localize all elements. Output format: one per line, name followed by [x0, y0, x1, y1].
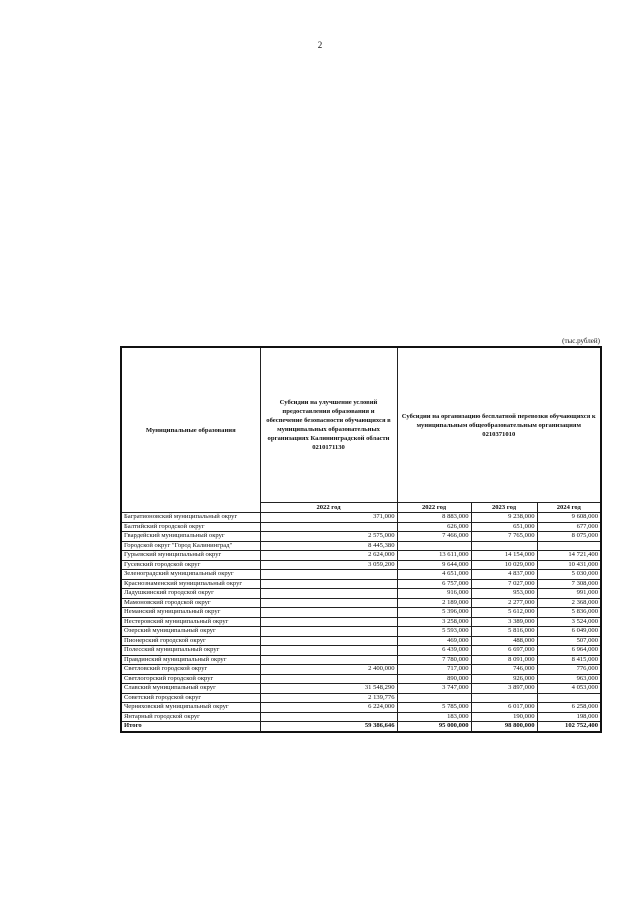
municipality-cell: Янтарный городской округ [121, 712, 260, 722]
value-cell: 198,000 [537, 712, 601, 722]
municipality-cell: Светлогорский городской округ [121, 674, 260, 684]
value-cell: 5 612,000 [471, 608, 537, 618]
value-cell: 5 030,000 [537, 570, 601, 580]
value-cell: 916,000 [397, 589, 471, 599]
value-cell: 3 258,000 [397, 617, 471, 627]
value-cell: 5 593,000 [397, 627, 471, 637]
value-cell: 5 785,000 [397, 703, 471, 713]
value-cell: 3 747,000 [397, 684, 471, 694]
header-subsidy-improvement: Субсидии на улучшение условий предоставления образования и обеспечение безопасности обучающихся в муниципальных образовательных организациях Калининградской области 0210171130 [260, 347, 397, 503]
value-cell: 5 836,000 [537, 608, 601, 618]
value-cell [260, 579, 397, 589]
municipality-cell: Светловский городской округ [121, 665, 260, 675]
value-cell: 6 224,000 [260, 703, 397, 713]
value-cell: 5 816,000 [471, 627, 537, 637]
value-cell: 31 548,290 [260, 684, 397, 694]
value-cell: 9 238,000 [471, 513, 537, 523]
value-cell [537, 693, 601, 703]
table-body [121, 513, 601, 732]
value-cell [260, 712, 397, 722]
value-cell: 2 575,000 [260, 532, 397, 542]
table-row [121, 560, 601, 570]
table-row [121, 608, 601, 618]
value-cell [471, 693, 537, 703]
value-cell: 183,000 [397, 712, 471, 722]
municipality-cell: Краснознаменский муниципальный округ [121, 579, 260, 589]
value-cell: 3 524,000 [537, 617, 601, 627]
table-row [121, 693, 601, 703]
value-cell: 10 029,000 [471, 560, 537, 570]
value-cell [260, 617, 397, 627]
total-row [121, 722, 601, 732]
value-cell: 190,000 [471, 712, 537, 722]
value-cell: 6 258,000 [537, 703, 601, 713]
value-cell: 14 721,400 [537, 551, 601, 561]
municipality-cell: Озерский муниципальный округ [121, 627, 260, 637]
value-cell: 626,000 [397, 522, 471, 532]
table-row [121, 522, 601, 532]
value-cell: 6 697,000 [471, 646, 537, 656]
municipality-cell: Черняховский муниципальный округ [121, 703, 260, 713]
value-cell: 6 964,000 [537, 646, 601, 656]
value-cell: 677,000 [537, 522, 601, 532]
municipality-cell: Гвардейский муниципальный округ [121, 532, 260, 542]
value-cell [260, 598, 397, 608]
value-cell: 963,000 [537, 674, 601, 684]
value-cell: 926,000 [471, 674, 537, 684]
value-cell [471, 541, 537, 551]
header-subsidy-transport: Субсидии на организацию бесплатной перевозки обучающихся к муниципальным общеобразовательным организациям 0210371010 [397, 347, 601, 503]
header-year: 2022 год [397, 503, 471, 513]
value-cell: 991,000 [537, 589, 601, 599]
subsidy-table [120, 346, 602, 733]
value-cell: 953,000 [471, 589, 537, 599]
value-cell: 2 189,000 [397, 598, 471, 608]
value-cell: 8 883,000 [397, 513, 471, 523]
value-cell: 9 608,000 [537, 513, 601, 523]
table-row [121, 655, 601, 665]
value-cell [260, 589, 397, 599]
value-cell: 8 415,000 [537, 655, 601, 665]
municipality-cell: Гусевский городской округ [121, 560, 260, 570]
value-cell: 10 431,000 [537, 560, 601, 570]
value-cell: 7 027,000 [471, 579, 537, 589]
municipality-cell: Советский городской округ [121, 693, 260, 703]
table-row [121, 703, 601, 713]
value-cell [260, 570, 397, 580]
value-cell: 4 651,000 [397, 570, 471, 580]
table-row [121, 598, 601, 608]
table-row [121, 541, 601, 551]
table-row [121, 589, 601, 599]
value-cell: 8 445,380 [260, 541, 397, 551]
header-year: 2023 год [471, 503, 537, 513]
value-cell [397, 693, 471, 703]
value-cell: 7 308,000 [537, 579, 601, 589]
table-row [121, 532, 601, 542]
table-row [121, 674, 601, 684]
municipality-cell: Городской округ "Город Калининград" [121, 541, 260, 551]
table-row [121, 579, 601, 589]
header-year: 2024 год [537, 503, 601, 513]
municipality-cell: Славский муниципальный округ [121, 684, 260, 694]
value-cell: 3 897,000 [471, 684, 537, 694]
table-row [121, 617, 601, 627]
value-cell: 7 466,000 [397, 532, 471, 542]
value-cell: 14 154,000 [471, 551, 537, 561]
value-cell: 469,000 [397, 636, 471, 646]
municipality-cell: Гурьевский муниципальный округ [121, 551, 260, 561]
value-cell: 9 644,000 [397, 560, 471, 570]
value-cell: 2 277,000 [471, 598, 537, 608]
table-row [121, 627, 601, 637]
value-cell: 3 389,000 [471, 617, 537, 627]
municipality-cell: Полесский муниципальный округ [121, 646, 260, 656]
table-row [121, 684, 601, 694]
value-cell: 6 017,000 [471, 703, 537, 713]
value-cell: 3 059,200 [260, 560, 397, 570]
value-cell [260, 636, 397, 646]
value-cell [397, 541, 471, 551]
value-cell: 746,000 [471, 665, 537, 675]
table-row [121, 551, 601, 561]
value-cell: 6 439,000 [397, 646, 471, 656]
value-cell: 6 757,000 [397, 579, 471, 589]
municipality-cell: Мамоновский городской округ [121, 598, 260, 608]
value-cell: 7 765,000 [471, 532, 537, 542]
total-value: 59 386,646 [260, 722, 397, 732]
value-cell: 2 368,000 [537, 598, 601, 608]
value-cell: 8 091,000 [471, 655, 537, 665]
municipality-cell: Ладушкинский городской округ [121, 589, 260, 599]
header-year: 2022 год [260, 503, 397, 513]
table-row [121, 665, 601, 675]
municipality-cell: Пионерский городской округ [121, 636, 260, 646]
value-cell [260, 646, 397, 656]
municipality-cell: Балтийский городской округ [121, 522, 260, 532]
municipality-cell: Багратионовский муниципальный округ [121, 513, 260, 523]
total-value: 102 752,400 [537, 722, 601, 732]
value-cell: 8 075,000 [537, 532, 601, 542]
municipality-cell: Правдинский муниципальный округ [121, 655, 260, 665]
header-municipality: Муниципальные образования [121, 347, 260, 513]
municipality-cell: Зеленоградский муниципальный округ [121, 570, 260, 580]
value-cell [260, 608, 397, 618]
value-cell: 717,000 [397, 665, 471, 675]
page-number: 2 [317, 40, 323, 50]
value-cell: 5 396,000 [397, 608, 471, 618]
value-cell: 776,000 [537, 665, 601, 675]
municipality-cell: Неманский муниципальный округ [121, 608, 260, 618]
value-cell: 2 139,776 [260, 693, 397, 703]
table-row [121, 636, 601, 646]
value-cell: 4 053,000 [537, 684, 601, 694]
value-cell [260, 522, 397, 532]
total-label: Итого [121, 722, 260, 732]
total-value: 95 000,000 [397, 722, 471, 732]
value-cell: 2 400,000 [260, 665, 397, 675]
value-cell: 890,000 [397, 674, 471, 684]
value-cell [537, 541, 601, 551]
value-cell: 507,000 [537, 636, 601, 646]
table-row [121, 570, 601, 580]
table-row [121, 712, 601, 722]
units-label: (тыс.рублей) [562, 337, 600, 345]
value-cell [260, 674, 397, 684]
municipality-cell: Нестеровский муниципальный округ [121, 617, 260, 627]
value-cell: 6 049,000 [537, 627, 601, 637]
value-cell: 2 624,000 [260, 551, 397, 561]
total-value: 98 800,000 [471, 722, 537, 732]
value-cell: 488,000 [471, 636, 537, 646]
table-row [121, 513, 601, 523]
value-cell [260, 655, 397, 665]
value-cell: 7 780,000 [397, 655, 471, 665]
value-cell: 371,000 [260, 513, 397, 523]
value-cell [260, 627, 397, 637]
table-row [121, 646, 601, 656]
value-cell: 13 611,000 [397, 551, 471, 561]
value-cell: 4 837,000 [471, 570, 537, 580]
value-cell: 651,000 [471, 522, 537, 532]
